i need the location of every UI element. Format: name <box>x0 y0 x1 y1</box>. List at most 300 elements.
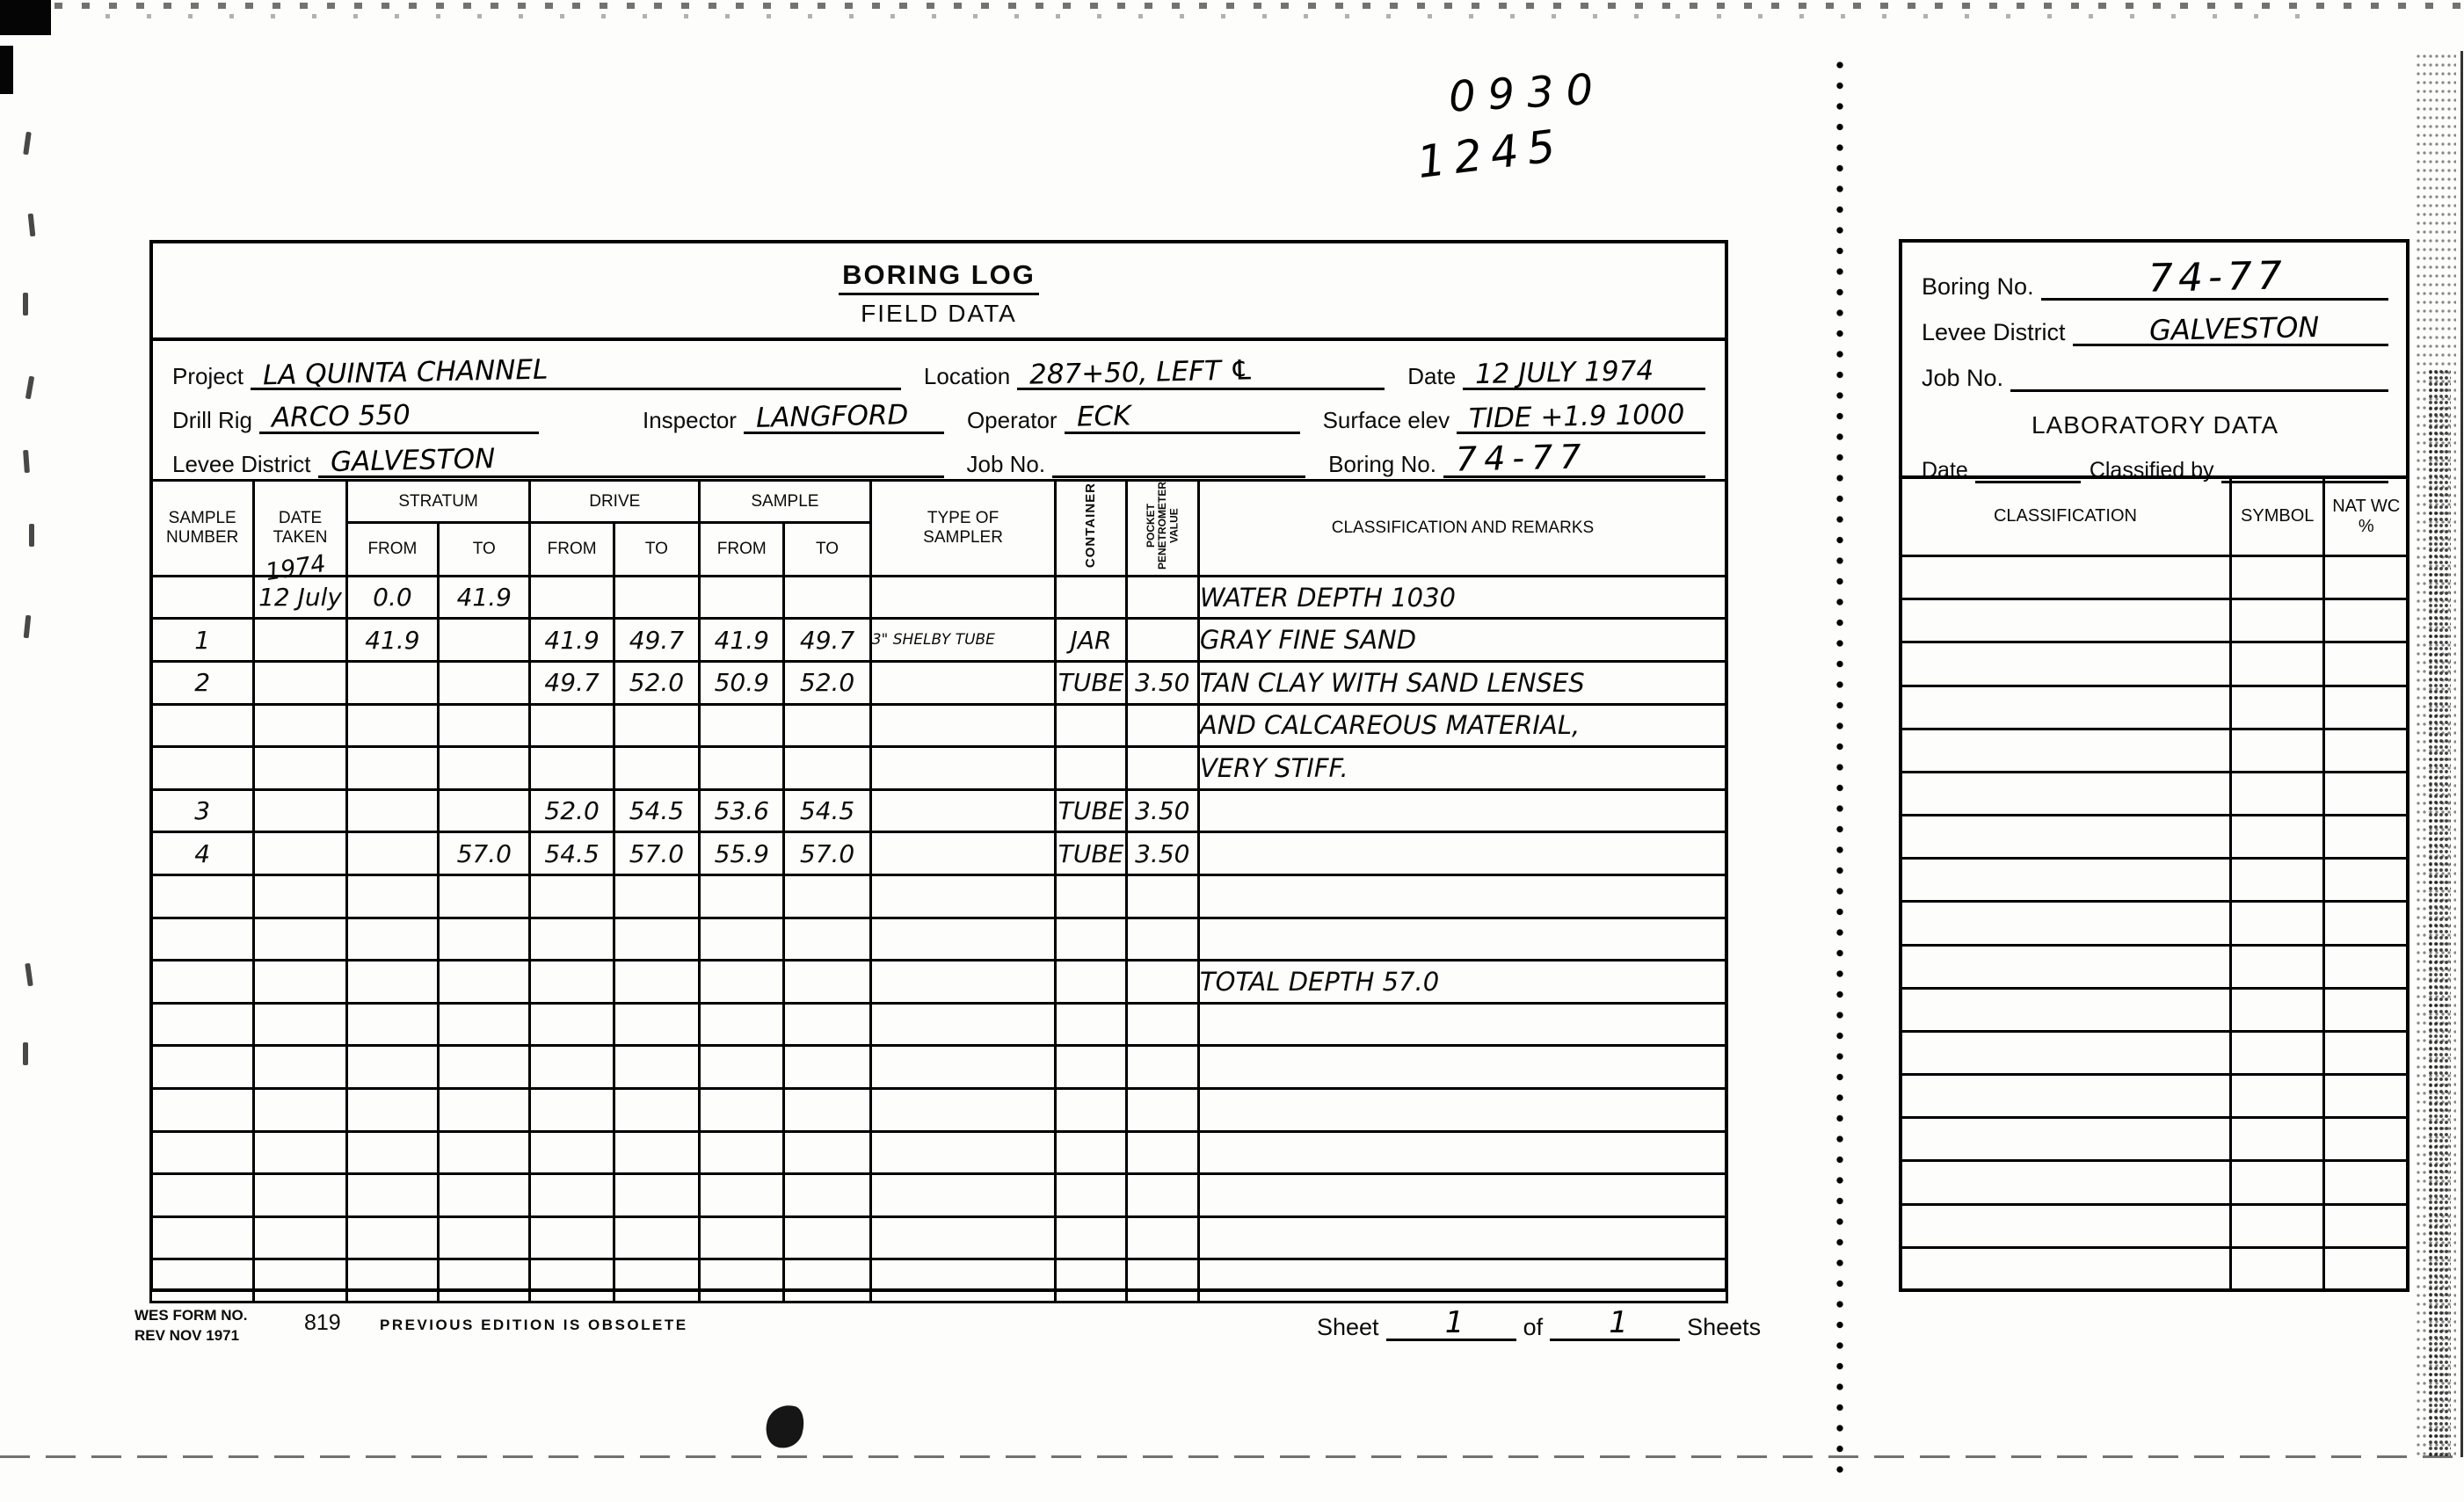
lab-cell-classification <box>1901 816 2231 859</box>
cell-container <box>1056 704 1126 747</box>
cell-sample-to: 52.0 <box>784 662 870 705</box>
cell-stratum-from <box>346 789 438 832</box>
cell-remarks: TAN CLAY WITH SAND LENSES <box>1198 662 1726 705</box>
lab-date-label: Date <box>1922 458 1968 483</box>
lab-boring-no-field: 74-77 <box>2041 264 2388 301</box>
lab-cell-symbol <box>2230 816 2324 859</box>
cell-drive-to <box>614 704 699 747</box>
scan-corner-black-block <box>0 0 51 35</box>
boring-log-form <box>149 240 1728 1292</box>
cell-container <box>1056 1088 1126 1131</box>
cell-drive-from <box>530 875 614 918</box>
cell-sample-from <box>700 1003 784 1046</box>
cell-stratum-from <box>346 1174 438 1217</box>
lab-job-no-field <box>2010 355 2388 392</box>
cell-sampler <box>870 875 1056 918</box>
cell-pocket-pen: 3.50 <box>1126 789 1198 832</box>
lab-cell-symbol <box>2230 1161 2324 1204</box>
form-title-block <box>153 243 1725 341</box>
log-table-row <box>151 576 1727 619</box>
cell-pocket-pen <box>1126 1131 1198 1174</box>
lab-cell-nat-wc <box>2324 902 2409 945</box>
cell-sampler <box>870 576 1056 619</box>
cell-pocket-pen <box>1126 918 1198 961</box>
cell-stratum-to <box>439 1003 530 1046</box>
lab-cell-symbol <box>2230 599 2324 642</box>
lab-table-body <box>1901 556 2409 1291</box>
cell-pocket-pen <box>1126 1174 1198 1217</box>
cell-remarks <box>1198 832 1726 875</box>
cell-sample-from <box>700 1216 784 1259</box>
lab-cell-symbol <box>2230 1204 2324 1247</box>
inspector-field: LANGFORD <box>744 397 944 434</box>
cell-stratum-from <box>346 1046 438 1089</box>
scan-edge-black-block <box>0 46 13 94</box>
cell-container <box>1056 1259 1126 1302</box>
lab-table-row <box>1901 988 2409 1031</box>
lab-boring-no-line <box>1922 255 2388 301</box>
cell-date <box>254 704 346 747</box>
right-edge-scan-shadow-dense <box>2428 369 2451 1459</box>
col-header-classification-remarks: CLASSIFICATION AND REMARKS <box>1198 481 1726 577</box>
cell-drive-from <box>530 961 614 1004</box>
cell-stratum-to: 57.0 <box>439 832 530 875</box>
cell-pocket-pen <box>1126 1216 1198 1259</box>
col-header-sample-from: FROM <box>700 523 784 576</box>
cell-sample-from: 41.9 <box>700 619 784 662</box>
cell-remarks: TOTAL DEPTH 57.0 <box>1198 961 1726 1004</box>
col-header-drive-from: FROM <box>530 523 614 576</box>
cell-sample-from <box>700 961 784 1004</box>
cell-drive-from <box>530 704 614 747</box>
cell-stratum-from <box>346 832 438 875</box>
cell-sample-from <box>700 576 784 619</box>
lab-cell-nat-wc <box>2324 686 2409 729</box>
log-table-row <box>151 747 1727 790</box>
cell-container: TUBE <box>1056 832 1126 875</box>
cell-remarks: GRAY FINE SAND <box>1198 619 1726 662</box>
sheets-label: Sheets <box>1687 1314 1762 1340</box>
cell-sample-from <box>700 1046 784 1089</box>
cell-sample-to <box>784 704 870 747</box>
top-scan-noise-2 <box>105 14 2303 18</box>
log-table-row <box>151 1259 1727 1302</box>
cell-date <box>254 918 346 961</box>
cell-sample-from: 50.9 <box>700 662 784 705</box>
cell-stratum-to <box>439 1131 530 1174</box>
cell-sample-to <box>784 747 870 790</box>
inspector-label: Inspector <box>643 407 737 433</box>
cell-sampler <box>870 704 1056 747</box>
log-table-row <box>151 1046 1727 1089</box>
lab-cell-classification <box>1901 556 2231 599</box>
lab-cell-nat-wc <box>2324 1161 2409 1204</box>
cell-stratum-to <box>439 918 530 961</box>
left-edge-mark <box>23 1042 28 1065</box>
col-header-sample-number: SAMPLE NUMBER <box>151 481 254 577</box>
lab-cell-symbol <box>2230 988 2324 1031</box>
cell-date: 12 July <box>254 576 346 619</box>
operator-label: Operator <box>966 407 1058 433</box>
col-header-drive: DRIVE <box>530 481 700 523</box>
cell-sample-no <box>151 1046 254 1089</box>
cell-sampler <box>870 832 1056 875</box>
log-table-row <box>151 1174 1727 1217</box>
lab-levee-district-line <box>1922 301 2388 346</box>
lab-cell-symbol <box>2230 729 2324 772</box>
lab-cell-symbol <box>2230 902 2324 945</box>
lab-table-row <box>1901 1247 2409 1290</box>
lab-cell-symbol <box>2230 1118 2324 1161</box>
cell-remarks: WATER DEPTH 1030 <box>1198 576 1726 619</box>
cell-drive-from: 54.5 <box>530 832 614 875</box>
cell-remarks <box>1198 789 1726 832</box>
lab-cell-classification <box>1901 1204 2231 1247</box>
cell-drive-from: 49.7 <box>530 662 614 705</box>
cell-stratum-from <box>346 875 438 918</box>
lab-cell-classification <box>1901 1161 2231 1204</box>
cell-drive-from <box>530 1216 614 1259</box>
lab-cell-symbol <box>2230 772 2324 815</box>
cell-sampler <box>870 747 1056 790</box>
cell-container <box>1056 1216 1126 1259</box>
cell-sample-no <box>151 918 254 961</box>
cell-stratum-to <box>439 961 530 1004</box>
lab-table-row <box>1901 816 2409 859</box>
top-scan-noise <box>0 3 2464 9</box>
lab-table-head <box>1901 477 2409 556</box>
cell-stratum-from <box>346 1003 438 1046</box>
col-header-stratum-to: TO <box>439 523 530 576</box>
log-table-head <box>151 481 1727 586</box>
cell-sampler <box>870 1003 1056 1046</box>
lab-levee-district-field: GALVESTON <box>2073 309 2388 346</box>
cell-stratum-to <box>439 704 530 747</box>
cell-drive-from <box>530 747 614 790</box>
lab-table-row <box>1901 686 2409 729</box>
cell-sample-from <box>700 747 784 790</box>
log-table-row <box>151 918 1727 961</box>
lab-table-row <box>1901 642 2409 686</box>
date-field: 12 JULY 1974 <box>1463 353 1705 390</box>
cell-drive-to <box>614 1003 699 1046</box>
sheets-total-field: 1 <box>1550 1306 1680 1341</box>
cell-sample-no <box>151 1259 254 1302</box>
cell-container <box>1056 1131 1126 1174</box>
cell-stratum-to <box>439 1216 530 1259</box>
cell-sample-from <box>700 1174 784 1217</box>
cell-container <box>1056 875 1126 918</box>
lab-cell-classification <box>1901 642 2231 686</box>
cell-drive-to: 52.0 <box>614 662 699 705</box>
perforation-dotted-line <box>1835 60 1846 1484</box>
left-edge-mark <box>28 214 36 236</box>
cell-sampler <box>870 918 1056 961</box>
cell-sample-to <box>784 1088 870 1131</box>
surface-elev-label: Surface elev <box>1322 407 1450 433</box>
cell-remarks <box>1198 1046 1726 1089</box>
boring-no-field: 74-77 <box>1443 441 1705 478</box>
cell-sampler <box>870 1174 1056 1217</box>
cell-remarks <box>1198 918 1726 961</box>
cell-sample-to: 54.5 <box>784 789 870 832</box>
cell-stratum-to <box>439 1088 530 1131</box>
cell-container: JAR <box>1056 619 1126 662</box>
cell-pocket-pen <box>1126 1088 1198 1131</box>
cell-container: TUBE <box>1056 789 1126 832</box>
cell-stratum-from: 41.9 <box>346 619 438 662</box>
cell-drive-from <box>530 1003 614 1046</box>
col-header-stratum-from: FROM <box>346 523 438 576</box>
col-header-sample-to: TO <box>784 523 870 576</box>
lab-cell-nat-wc <box>2324 859 2409 902</box>
lab-cell-nat-wc <box>2324 1031 2409 1074</box>
cell-sample-no <box>151 961 254 1004</box>
lab-cell-classification <box>1901 686 2231 729</box>
lab-cell-classification <box>1901 772 2231 815</box>
of-label: of <box>1523 1314 1544 1340</box>
col-header-date-taken: DATE TAKEN 1974 <box>254 481 346 577</box>
lab-cell-symbol <box>2230 1247 2324 1290</box>
col-header-stratum: STRATUM <box>346 481 530 523</box>
lab-cell-classification <box>1901 945 2231 988</box>
cell-sample-to <box>784 1174 870 1217</box>
cell-sample-to <box>784 918 870 961</box>
log-table-row <box>151 961 1727 1004</box>
cell-pocket-pen <box>1126 875 1198 918</box>
lab-cell-nat-wc <box>2324 642 2409 686</box>
cell-stratum-to: 41.9 <box>439 576 530 619</box>
lab-cell-nat-wc <box>2324 1075 2409 1118</box>
cell-sampler: 3" SHELBY TUBE <box>870 619 1056 662</box>
cell-date <box>254 662 346 705</box>
location-field: 287+50, LEFT ℄ <box>1017 353 1385 390</box>
cell-sampler <box>870 1088 1056 1131</box>
cell-remarks: VERY STIFF. <box>1198 747 1726 790</box>
cell-sample-no <box>151 576 254 619</box>
cell-drive-from <box>530 1174 614 1217</box>
cell-date <box>254 832 346 875</box>
cell-sample-to <box>784 1259 870 1302</box>
lab-cell-nat-wc <box>2324 772 2409 815</box>
cell-drive-from <box>530 918 614 961</box>
cell-pocket-pen <box>1126 576 1198 619</box>
cell-drive-from <box>530 1131 614 1174</box>
cell-sample-from <box>700 1259 784 1302</box>
levee-district-label: Levee District <box>172 451 311 477</box>
lab-cell-classification <box>1901 599 2231 642</box>
cell-stratum-from <box>346 1088 438 1131</box>
cell-sampler <box>870 789 1056 832</box>
cell-date <box>254 747 346 790</box>
cell-drive-to <box>614 1259 699 1302</box>
sheet-number-field: 1 <box>1386 1306 1516 1341</box>
cell-drive-to <box>614 1088 699 1131</box>
cell-container <box>1056 1174 1126 1217</box>
cell-drive-to <box>614 1131 699 1174</box>
cell-stratum-from <box>346 961 438 1004</box>
log-table-row <box>151 662 1727 705</box>
cell-sample-from: 55.9 <box>700 832 784 875</box>
lab-cell-symbol <box>2230 859 2324 902</box>
left-edge-mark <box>25 376 34 400</box>
cell-date <box>254 1259 346 1302</box>
handwritten-year: 1974 <box>264 549 329 586</box>
cell-sample-no <box>151 1131 254 1174</box>
lab-cell-symbol <box>2230 1031 2324 1074</box>
col-header-sample: SAMPLE <box>700 481 871 523</box>
cell-pocket-pen <box>1126 1259 1198 1302</box>
log-table-row <box>151 1088 1727 1131</box>
obsolete-note: PREVIOUS EDITION IS OBSOLETE <box>380 1317 688 1333</box>
lab-cell-symbol <box>2230 1075 2324 1118</box>
job-no-field <box>1052 441 1305 478</box>
cell-sample-to <box>784 1131 870 1174</box>
lab-boring-no-label: Boring No. <box>1922 273 2034 300</box>
lab-cell-symbol <box>2230 945 2324 988</box>
cell-date <box>254 1003 346 1046</box>
cell-date <box>254 1174 346 1217</box>
lab-cell-symbol <box>2230 686 2324 729</box>
col-header-type-of-sampler: TYPE OF SAMPLER <box>870 481 1056 577</box>
cell-date <box>254 789 346 832</box>
location-label: Location <box>923 363 1011 389</box>
log-table-row <box>151 704 1727 747</box>
lab-col-symbol: SYMBOL <box>2230 477 2324 556</box>
lab-cell-nat-wc <box>2324 945 2409 988</box>
cell-sample-from <box>700 875 784 918</box>
cell-sampler <box>870 662 1056 705</box>
lab-cell-nat-wc <box>2324 599 2409 642</box>
cell-container <box>1056 1003 1126 1046</box>
cell-container <box>1056 918 1126 961</box>
cell-sample-no: 3 <box>151 789 254 832</box>
cell-pocket-pen <box>1126 747 1198 790</box>
cell-sample-to <box>784 1216 870 1259</box>
log-table-row <box>151 1131 1727 1174</box>
cell-sample-from <box>700 1131 784 1174</box>
cell-drive-to <box>614 1046 699 1089</box>
lab-cell-nat-wc <box>2324 1118 2409 1161</box>
cell-drive-to <box>614 875 699 918</box>
cell-sampler <box>870 1259 1056 1302</box>
cell-stratum-to <box>439 789 530 832</box>
lab-table-row <box>1901 556 2409 599</box>
cell-sample-no: 2 <box>151 662 254 705</box>
wes-form-number: WES FORM NO. REV NOV 1971 <box>134 1307 248 1344</box>
cell-sample-to <box>784 1003 870 1046</box>
lab-table-row <box>1901 1118 2409 1161</box>
cell-sample-from <box>700 704 784 747</box>
lab-col-nat-wc: NAT WC % <box>2324 477 2409 556</box>
laboratory-data-panel <box>1899 239 2409 1292</box>
cell-stratum-from <box>346 662 438 705</box>
cell-date <box>254 619 346 662</box>
cell-date <box>254 1088 346 1131</box>
lab-table-row <box>1901 945 2409 988</box>
cell-pocket-pen: 3.50 <box>1126 662 1198 705</box>
lab-table-row <box>1901 1031 2409 1074</box>
log-table-row <box>151 875 1727 918</box>
cell-stratum-from <box>346 747 438 790</box>
cell-remarks <box>1198 1259 1726 1302</box>
cell-sampler <box>870 1046 1056 1089</box>
cell-remarks <box>1198 1088 1726 1131</box>
ink-blot <box>761 1400 809 1452</box>
log-table-row <box>151 1003 1727 1046</box>
cell-sample-no <box>151 1216 254 1259</box>
project-field: LA QUINTA CHANNEL <box>251 353 901 390</box>
cell-sample-from <box>700 1088 784 1131</box>
lab-table-row <box>1901 1161 2409 1204</box>
lab-levee-district-label: Levee District <box>1922 319 2066 345</box>
cell-drive-to <box>614 961 699 1004</box>
cell-container <box>1056 747 1126 790</box>
cell-sample-to <box>784 1046 870 1089</box>
cell-stratum-to <box>439 875 530 918</box>
log-table-body <box>151 576 1727 1302</box>
drill-rig-field: ARCO 550 <box>259 397 539 434</box>
laboratory-table <box>1899 475 2409 1292</box>
cell-drive-to <box>614 918 699 961</box>
cell-drive-from <box>530 1088 614 1131</box>
cell-stratum-from <box>346 1259 438 1302</box>
log-table-row <box>151 619 1727 662</box>
lab-classified-by-label: Classified by <box>2089 458 2214 483</box>
col-header-container: CONTAINER <box>1056 481 1126 577</box>
lab-table-row <box>1901 1204 2409 1247</box>
cell-remarks: AND CALCAREOUS MATERIAL, <box>1198 704 1726 747</box>
cell-remarks <box>1198 1003 1726 1046</box>
cell-sample-no <box>151 704 254 747</box>
header-line-3 <box>172 434 1705 478</box>
drill-rig-label: Drill Rig <box>172 407 252 433</box>
lab-cell-classification <box>1901 1075 2231 1118</box>
lab-panel-title: LABORATORY DATA <box>2031 411 2279 439</box>
lab-table-row <box>1901 729 2409 772</box>
boring-no-label: Boring No. <box>1328 451 1436 477</box>
levee-district-field: GALVESTON <box>318 441 944 478</box>
log-table-row <box>151 832 1727 875</box>
sheet-count-line <box>1317 1306 1768 1341</box>
cell-remarks <box>1198 875 1726 918</box>
lab-cell-nat-wc <box>2324 816 2409 859</box>
cell-stratum-to <box>439 662 530 705</box>
cell-drive-to: 57.0 <box>614 832 699 875</box>
cell-sample-no <box>151 1003 254 1046</box>
lab-col-classification: CLASSIFICATION <box>1901 477 2231 556</box>
cell-sample-to <box>784 961 870 1004</box>
left-edge-mark <box>23 132 32 156</box>
lab-cell-classification <box>1901 1031 2231 1074</box>
cell-container <box>1056 961 1126 1004</box>
page-right-edge-line <box>2460 51 2463 1457</box>
lab-cell-classification <box>1901 729 2231 772</box>
cell-sample-no <box>151 747 254 790</box>
cell-stratum-from <box>346 704 438 747</box>
operator-field: ECK <box>1065 397 1300 434</box>
job-no-label: Job No. <box>966 451 1046 477</box>
cell-pocket-pen <box>1126 704 1198 747</box>
cell-sample-to: 49.7 <box>784 619 870 662</box>
cell-sample-from: 53.6 <box>700 789 784 832</box>
cell-container <box>1056 1046 1126 1089</box>
cell-sample-no: 1 <box>151 619 254 662</box>
lab-cell-nat-wc <box>2324 1247 2409 1290</box>
cell-remarks <box>1198 1174 1726 1217</box>
cell-drive-to: 54.5 <box>614 789 699 832</box>
lab-cell-classification <box>1901 988 2231 1031</box>
